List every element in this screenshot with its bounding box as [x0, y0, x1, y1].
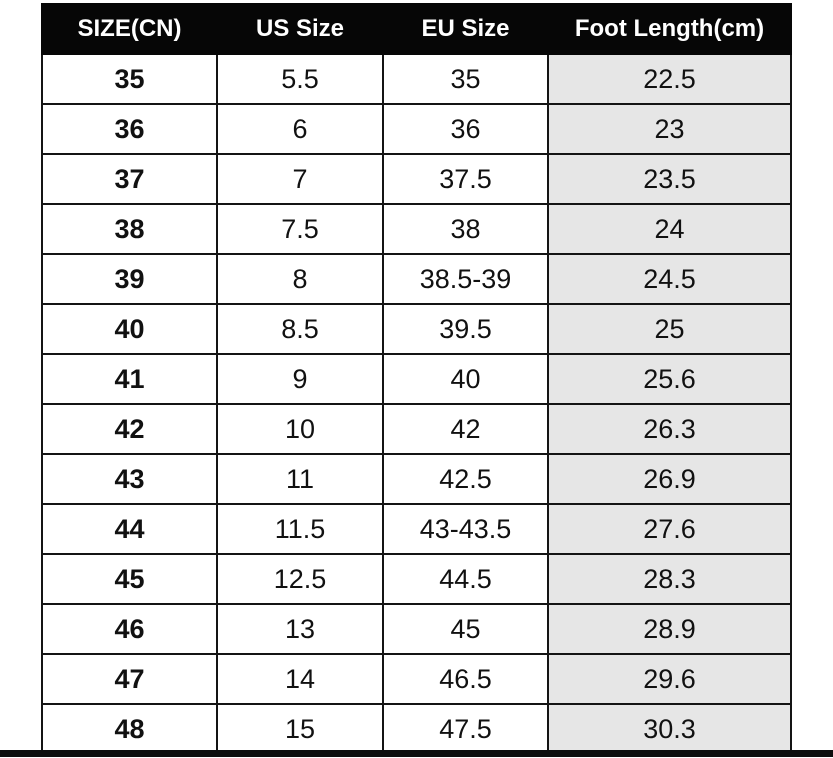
- table-cell: 27.6: [548, 504, 791, 554]
- table-row: [42, 704, 791, 754]
- table-cell: 39: [42, 254, 217, 304]
- table-cell: 9: [217, 354, 383, 404]
- table-cell: 36: [383, 104, 548, 154]
- table-cell: 12.5: [217, 554, 383, 604]
- table-row: [42, 504, 791, 554]
- table-cell: 37: [42, 154, 217, 204]
- table-row: [42, 604, 791, 654]
- table-cell: 23: [548, 104, 791, 154]
- table-cell: 41: [42, 354, 217, 404]
- table-row: [42, 204, 791, 254]
- table-cell: 28.9: [548, 604, 791, 654]
- table-cell: 45: [383, 604, 548, 654]
- table-cell: 26.3: [548, 404, 791, 454]
- table-cell: 44.5: [383, 554, 548, 604]
- table-cell: 11: [217, 454, 383, 504]
- table-cell: 25.6: [548, 354, 791, 404]
- table-cell: 46: [42, 604, 217, 654]
- header-cell-us-size: US Size: [217, 4, 383, 54]
- table-row: [42, 454, 791, 504]
- shoe-size-conversion-table: [41, 3, 792, 755]
- table-cell: 11.5: [217, 504, 383, 554]
- table-cell: 29.6: [548, 654, 791, 704]
- header-cell-size-cn: SIZE(CN): [42, 4, 217, 54]
- bottom-divider-rule: [0, 750, 833, 757]
- table-cell: 30.3: [548, 704, 791, 754]
- table-cell: 38: [42, 204, 217, 254]
- table-cell: 48: [42, 704, 217, 754]
- table-row: [42, 304, 791, 354]
- table-cell: 42: [383, 404, 548, 454]
- table-cell: 8: [217, 254, 383, 304]
- table-cell: 5.5: [217, 54, 383, 104]
- table-cell: 7.5: [217, 204, 383, 254]
- table-cell: 35: [42, 54, 217, 104]
- table-cell: 40: [383, 354, 548, 404]
- table-cell: 35: [383, 54, 548, 104]
- table-cell: 47: [42, 654, 217, 704]
- table-cell: 38: [383, 204, 548, 254]
- table-cell: 40: [42, 304, 217, 354]
- table-cell: 13: [217, 604, 383, 654]
- table-cell: 37.5: [383, 154, 548, 204]
- table-header: [42, 4, 791, 54]
- header-cell-eu-size: EU Size: [383, 4, 548, 54]
- table-cell: 7: [217, 154, 383, 204]
- table-cell: 26.9: [548, 454, 791, 504]
- table-row: [42, 554, 791, 604]
- table-cell: 23.5: [548, 154, 791, 204]
- table-cell: 43: [42, 454, 217, 504]
- table-cell: 39.5: [383, 304, 548, 354]
- table-cell: 46.5: [383, 654, 548, 704]
- table-cell: 28.3: [548, 554, 791, 604]
- table-cell: 45: [42, 554, 217, 604]
- table-body: [42, 54, 791, 754]
- table-row: [42, 354, 791, 404]
- table-row: [42, 54, 791, 104]
- table-row: [42, 154, 791, 204]
- table-cell: 25: [548, 304, 791, 354]
- table-row: [42, 104, 791, 154]
- table-cell: 14: [217, 654, 383, 704]
- table-cell: 38.5-39: [383, 254, 548, 304]
- table-row: [42, 404, 791, 454]
- table-cell: 42: [42, 404, 217, 454]
- table-cell: 22.5: [548, 54, 791, 104]
- table-cell: 47.5: [383, 704, 548, 754]
- table-cell: 15: [217, 704, 383, 754]
- table-row: [42, 654, 791, 704]
- table-cell: 36: [42, 104, 217, 154]
- table-cell: 10: [217, 404, 383, 454]
- header-cell-foot-length: Foot Length(cm): [548, 4, 791, 54]
- header-row: [42, 4, 791, 54]
- table-cell: 44: [42, 504, 217, 554]
- table-cell: 8.5: [217, 304, 383, 354]
- table-cell: 43-43.5: [383, 504, 548, 554]
- table-cell: 42.5: [383, 454, 548, 504]
- table-cell: 24.5: [548, 254, 791, 304]
- table-cell: 6: [217, 104, 383, 154]
- table-row: [42, 254, 791, 304]
- table-cell: 24: [548, 204, 791, 254]
